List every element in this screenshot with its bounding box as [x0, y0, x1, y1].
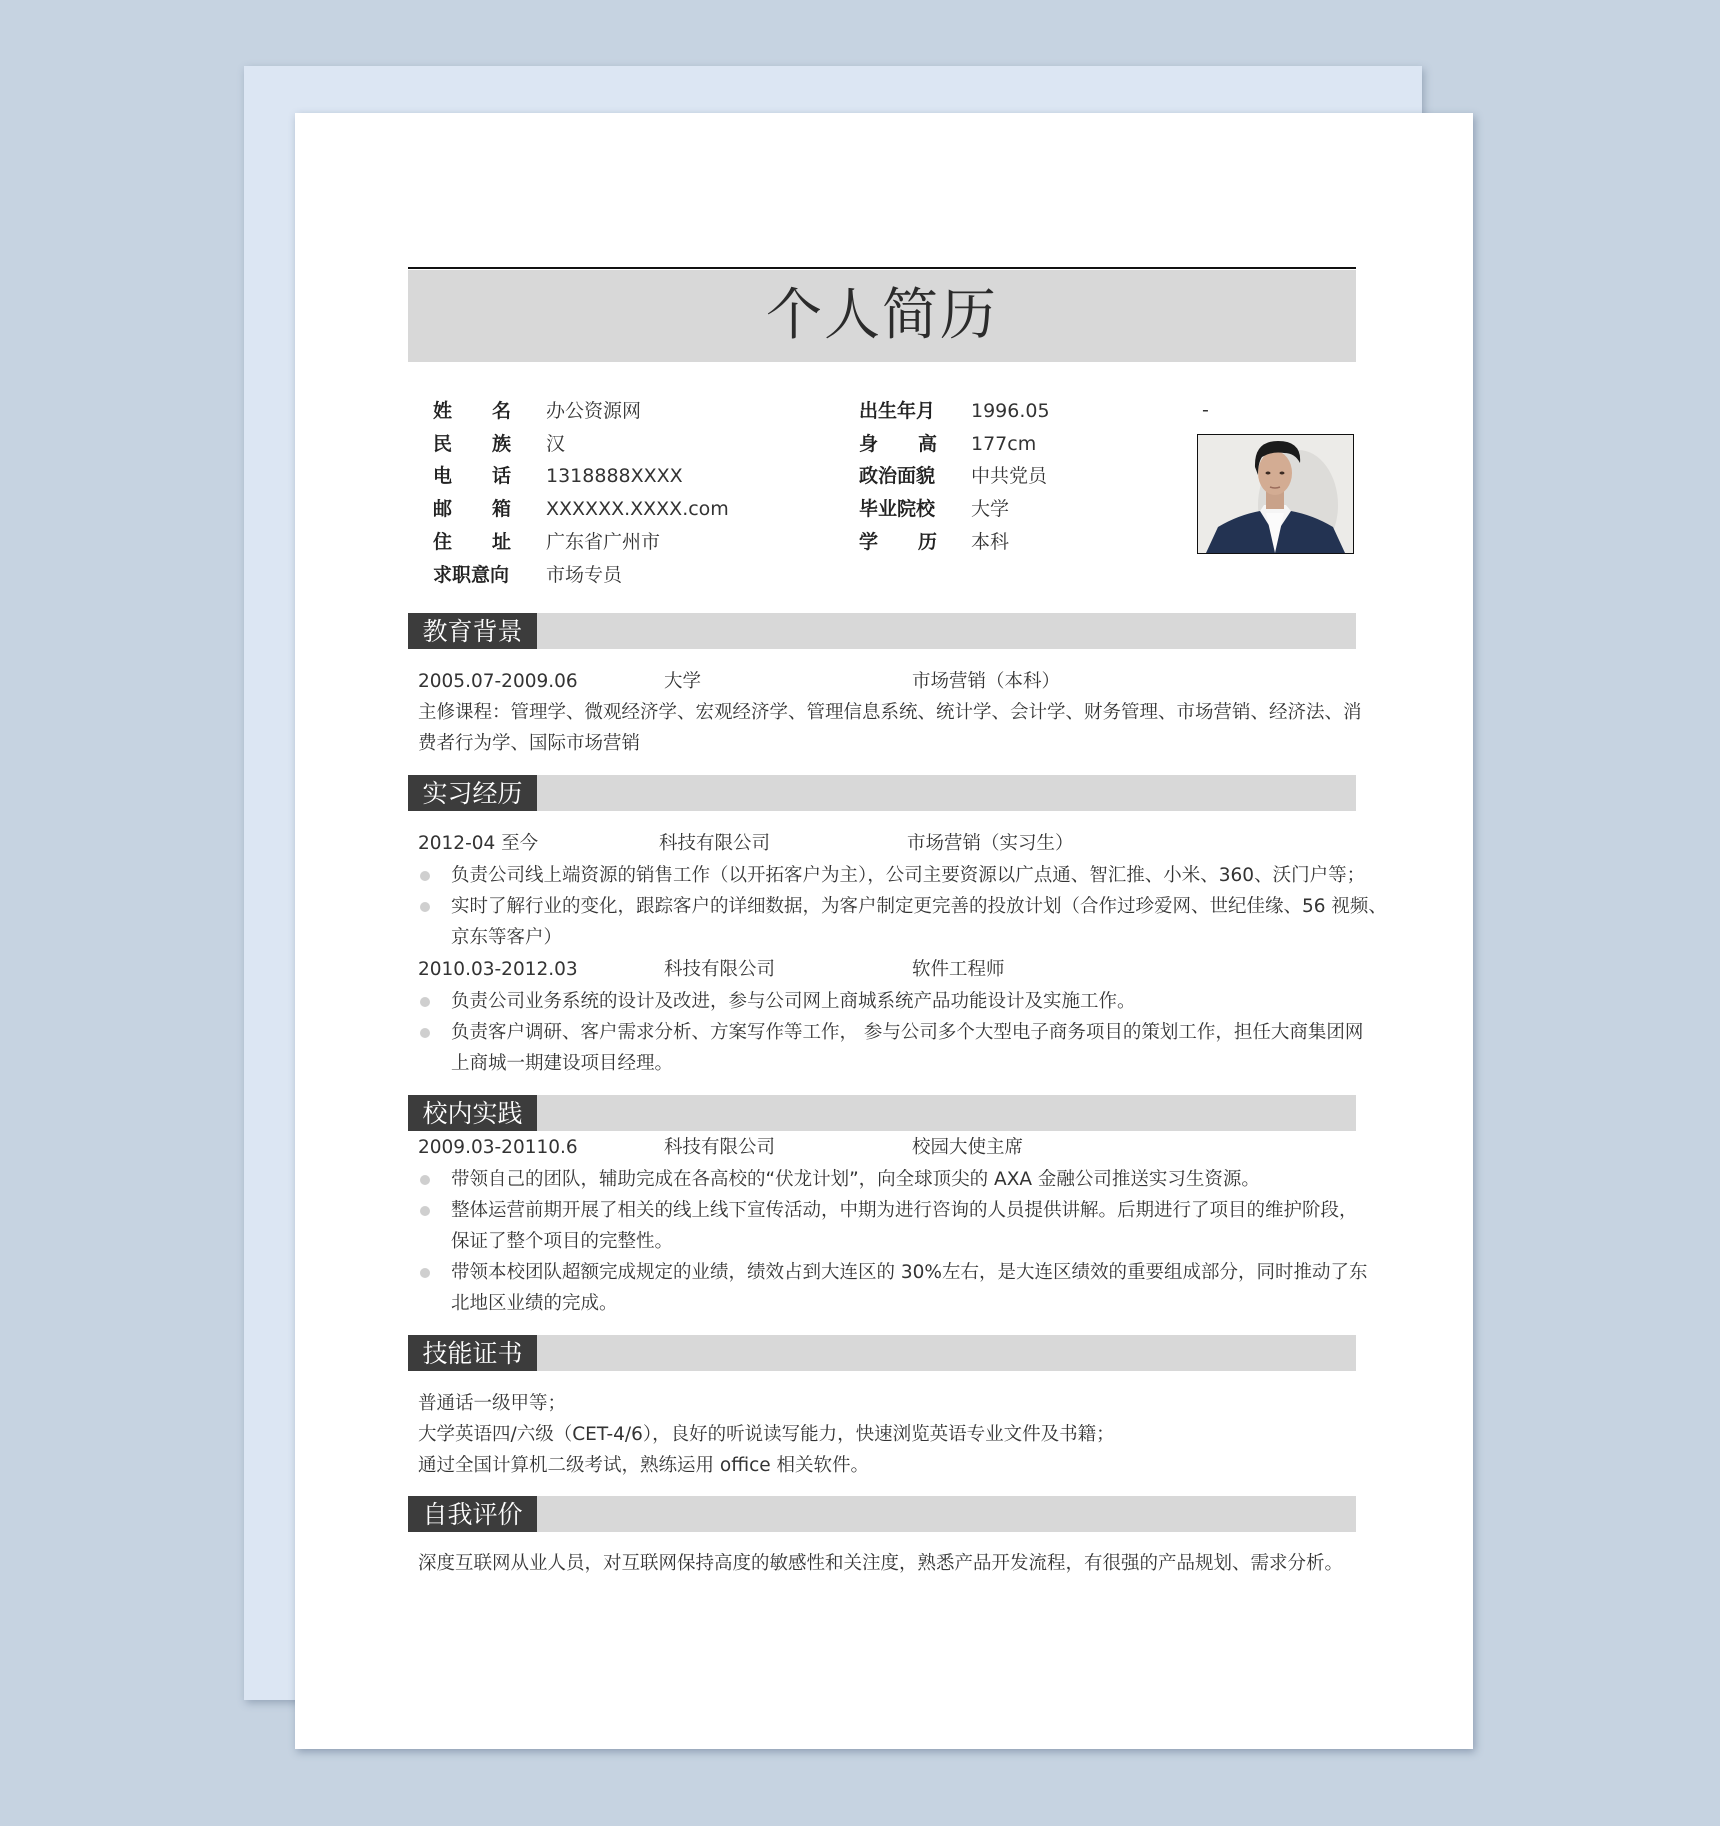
campus-company: 科技有限公司	[664, 1137, 776, 1158]
label-political-status: 政治面貌	[859, 465, 936, 487]
value-height: 177cm	[971, 433, 1037, 455]
job-role: 软件工程师	[912, 959, 1005, 980]
education-school: 大学	[664, 671, 702, 692]
section-tab: 实习经历	[408, 775, 537, 811]
value-degree: 本科	[971, 531, 1010, 553]
section-header-internship	[408, 775, 1356, 811]
education-courses: 主修课程：管理学、微观经济学、宏观经济学、管理信息系统、统计学、会计学、财务管理、市场营销、经济法、消	[418, 702, 1362, 723]
section-header-self-evaluation	[408, 1496, 1356, 1532]
bullet-icon	[420, 1175, 430, 1185]
skill-item: 通过全国计算机二级考试，熟练运用 office 相关软件。	[418, 1455, 870, 1476]
profile-photo	[1197, 434, 1354, 554]
section-header-campus	[408, 1095, 1356, 1131]
label-email: 邮 箱	[433, 498, 511, 520]
campus-bullet-cont: 北地区业绩的完成。	[451, 1293, 618, 1314]
value-name: 办公资源网	[546, 400, 642, 422]
title-rule	[408, 267, 1356, 269]
bullet-icon	[420, 902, 430, 912]
job-bullet-cont: 上商城一期建设项目经理。	[451, 1053, 674, 1074]
title-banner	[408, 270, 1356, 362]
job-bullet: 负责公司业务系统的设计及改进，参与公司网上商城系统产品功能设计及实施工作。	[451, 991, 1136, 1012]
label-height: 身 高	[859, 433, 937, 455]
value-job-intention: 市场专员	[546, 564, 623, 586]
label-job-intention: 求职意向	[433, 564, 510, 586]
bullet-icon	[420, 1028, 430, 1038]
value-school: 大学	[971, 498, 1010, 520]
campus-bullet: 带领本校团队超额完成规定的业绩，绩效占到大连区的 30%左右，是大连区绩效的重要组成部分，同时推动了东	[451, 1262, 1368, 1283]
skill-item: 普通话一级甲等；	[418, 1393, 567, 1414]
job-bullet: 实时了解行业的变化，跟踪客户的详细数据，为客户制定更完善的投放计划（合作过珍爱网、世纪佳缘、56 视频、	[451, 896, 1387, 917]
job-period: 2010.03-2012.03	[418, 959, 578, 980]
campus-role: 校园大使主席	[912, 1137, 1024, 1158]
education-major: 市场营销（本科）	[912, 671, 1061, 692]
job-period: 2012-04 至今	[418, 833, 539, 854]
job-bullet: 负责客户调研、客户需求分析、方案写作等工作， 参与公司多个大型电子商务项目的策划工作，担任大商集团网	[451, 1022, 1364, 1043]
value-political-status: 中共党员	[971, 465, 1048, 487]
bullet-icon	[420, 1268, 430, 1278]
value-address: 广东省广州市	[546, 531, 661, 553]
label-phone: 电 话	[433, 465, 511, 487]
label-degree: 学 历	[859, 531, 937, 553]
person-portrait-icon	[1198, 435, 1353, 553]
value-ethnicity: 汉	[546, 433, 566, 455]
dash-mark: -	[1202, 399, 1209, 421]
value-phone: 1318888XXXX	[546, 465, 683, 487]
label-address: 住 址	[433, 531, 511, 553]
section-header-skills	[408, 1335, 1356, 1371]
value-email: XXXXXX.XXXX.com	[546, 498, 729, 520]
job-company: 科技有限公司	[659, 833, 771, 854]
section-tab: 校内实践	[408, 1095, 537, 1131]
section-tab: 自我评价	[408, 1496, 537, 1532]
bullet-icon	[420, 997, 430, 1007]
campus-bullet: 带领自己的团队，辅助完成在各高校的“伏龙计划”，向全球顶尖的 AXA 金融公司推送实习生资源。	[451, 1169, 1260, 1190]
education-period: 2005.07-2009.06	[418, 671, 578, 692]
value-birth: 1996.05	[971, 400, 1050, 422]
self-evaluation-text: 深度互联网从业人员，对互联网保持高度的敏感性和关注度，熟悉产品开发流程，有很强的产品规划、需求分析。	[418, 1553, 1344, 1574]
section-tab: 教育背景	[408, 613, 537, 649]
job-role: 市场营销（实习生）	[907, 833, 1074, 854]
bullet-icon	[420, 871, 430, 881]
job-bullet-cont: 京东等客户）	[451, 927, 563, 948]
campus-bullet: 整体运营前期开展了相关的线上线下宣传活动，中期为进行咨询的人员提供讲解。后期进行了项目的维护阶段，	[451, 1200, 1358, 1221]
section-header-education	[408, 613, 1356, 649]
campus-bullet-cont: 保证了整个项目的完整性。	[451, 1231, 674, 1252]
page-title: 个人简历	[766, 283, 998, 348]
label-name: 姓 名	[433, 400, 511, 422]
label-ethnicity: 民 族	[433, 433, 511, 455]
campus-period: 2009.03-20110.6	[418, 1137, 578, 1158]
job-company: 科技有限公司	[664, 959, 776, 980]
label-school: 毕业院校	[859, 498, 936, 520]
education-courses-cont: 费者行为学、国际市场营销	[418, 733, 641, 754]
job-bullet: 负责公司线上端资源的销售工作（以开拓客户为主），公司主要资源以广点通、智汇推、小米、360、沃门户等；	[451, 865, 1366, 886]
bullet-icon	[420, 1206, 430, 1216]
label-birth: 出生年月	[859, 400, 936, 422]
skill-item: 大学英语四/六级（CET-4/6），良好的听说读写能力，快速浏览英语专业文件及书籍；	[418, 1424, 1115, 1445]
section-tab: 技能证书	[408, 1335, 537, 1371]
